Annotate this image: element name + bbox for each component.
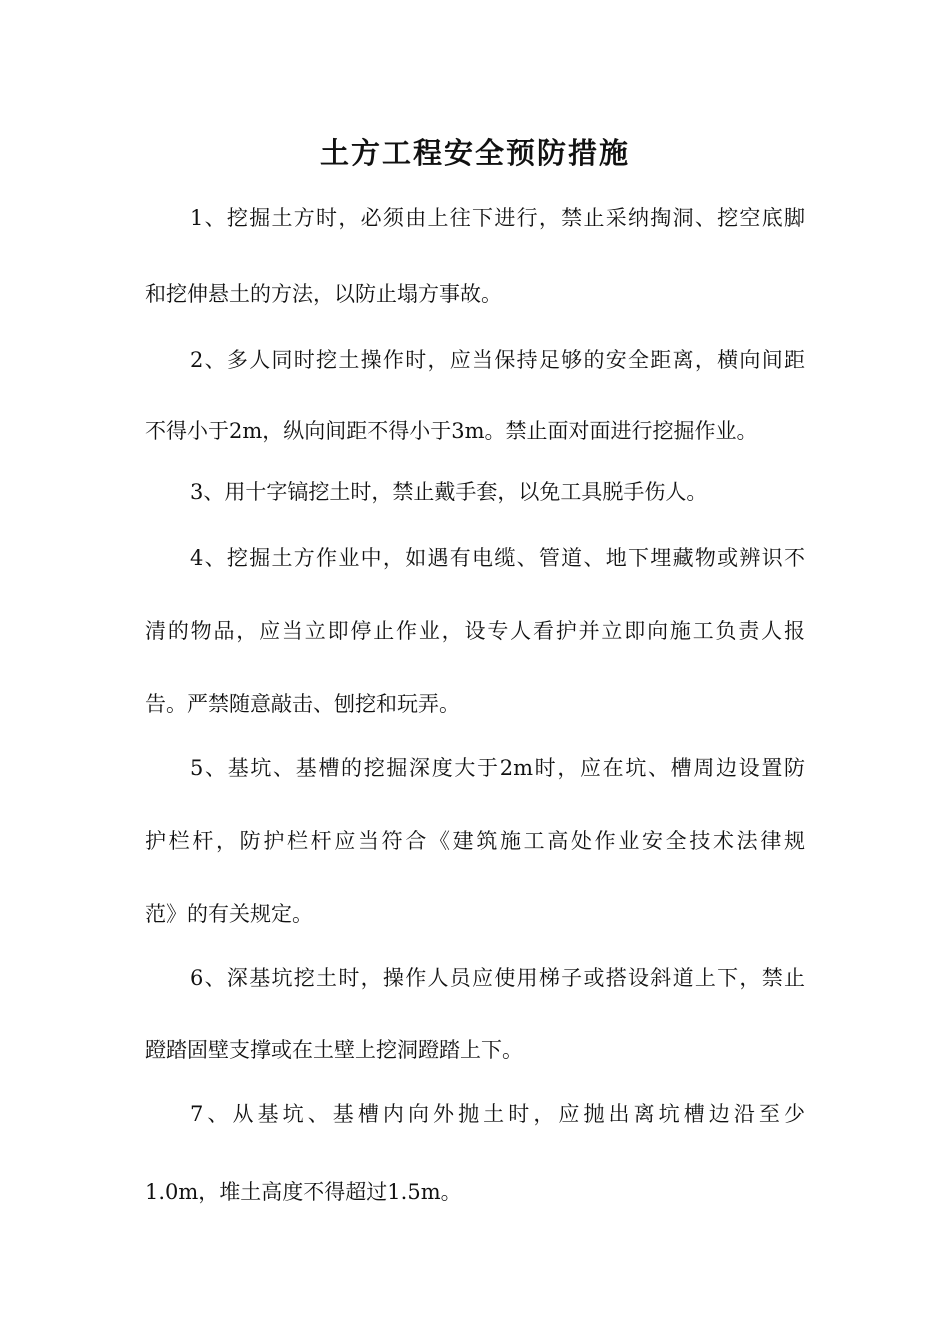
paragraph-6-line-2: 蹬踏固壁支撑或在土壁上挖洞蹬踏上下。: [145, 1038, 523, 1062]
document-title: 土方工程安全预防措施: [319, 136, 630, 170]
paragraph-7-line-2: 1.0m，堆土高度不得超过1.5m。: [145, 1180, 462, 1204]
paragraph-5-line-1: 5、基坑、基槽的挖掘深度大于2m时，应在坑、槽周边设置防: [190, 756, 805, 780]
paragraph-3-line-1: 3、用十字镐挖土时，禁止戴手套，以免工具脱手伤人。: [190, 480, 708, 504]
paragraph-1-line-2: 和挖伸悬土的方法，以防止塌方事故。: [145, 282, 502, 306]
paragraph-5-line-2: 护栏杆，防护栏杆应当符合《建筑施工高处作业安全技术法律规: [145, 829, 805, 853]
paragraph-4-line-2: 清的物品，应当立即停止作业，设专人看护并立即向施工负责人报: [145, 619, 805, 643]
paragraph-6-line-1: 6、深基坑挖土时，操作人员应使用梯子或搭设斜道上下，禁止: [190, 966, 805, 990]
paragraph-4-line-3: 告。严禁随意敲击、刨挖和玩弄。: [145, 692, 460, 716]
paragraph-5-line-3: 范》的有关规定。: [145, 902, 313, 926]
paragraph-1-line-1: 1、挖掘土方时，必须由上往下进行，禁止采纳掏洞、挖空底脚: [190, 206, 805, 230]
paragraph-2-line-1: 2、多人同时挖土操作时，应当保持足够的安全距离，横向间距: [190, 348, 805, 372]
paragraph-2-line-2: 不得小于2m，纵向间距不得小于3m。禁止面对面进行挖掘作业。: [145, 419, 758, 443]
paragraph-4-line-1: 4、挖掘土方作业中，如遇有电缆、管道、地下埋藏物或辨识不: [190, 546, 805, 570]
paragraph-7-line-1: 7、从基坑、基槽内向外抛土时，应抛出离坑槽边沿至少: [190, 1102, 805, 1126]
